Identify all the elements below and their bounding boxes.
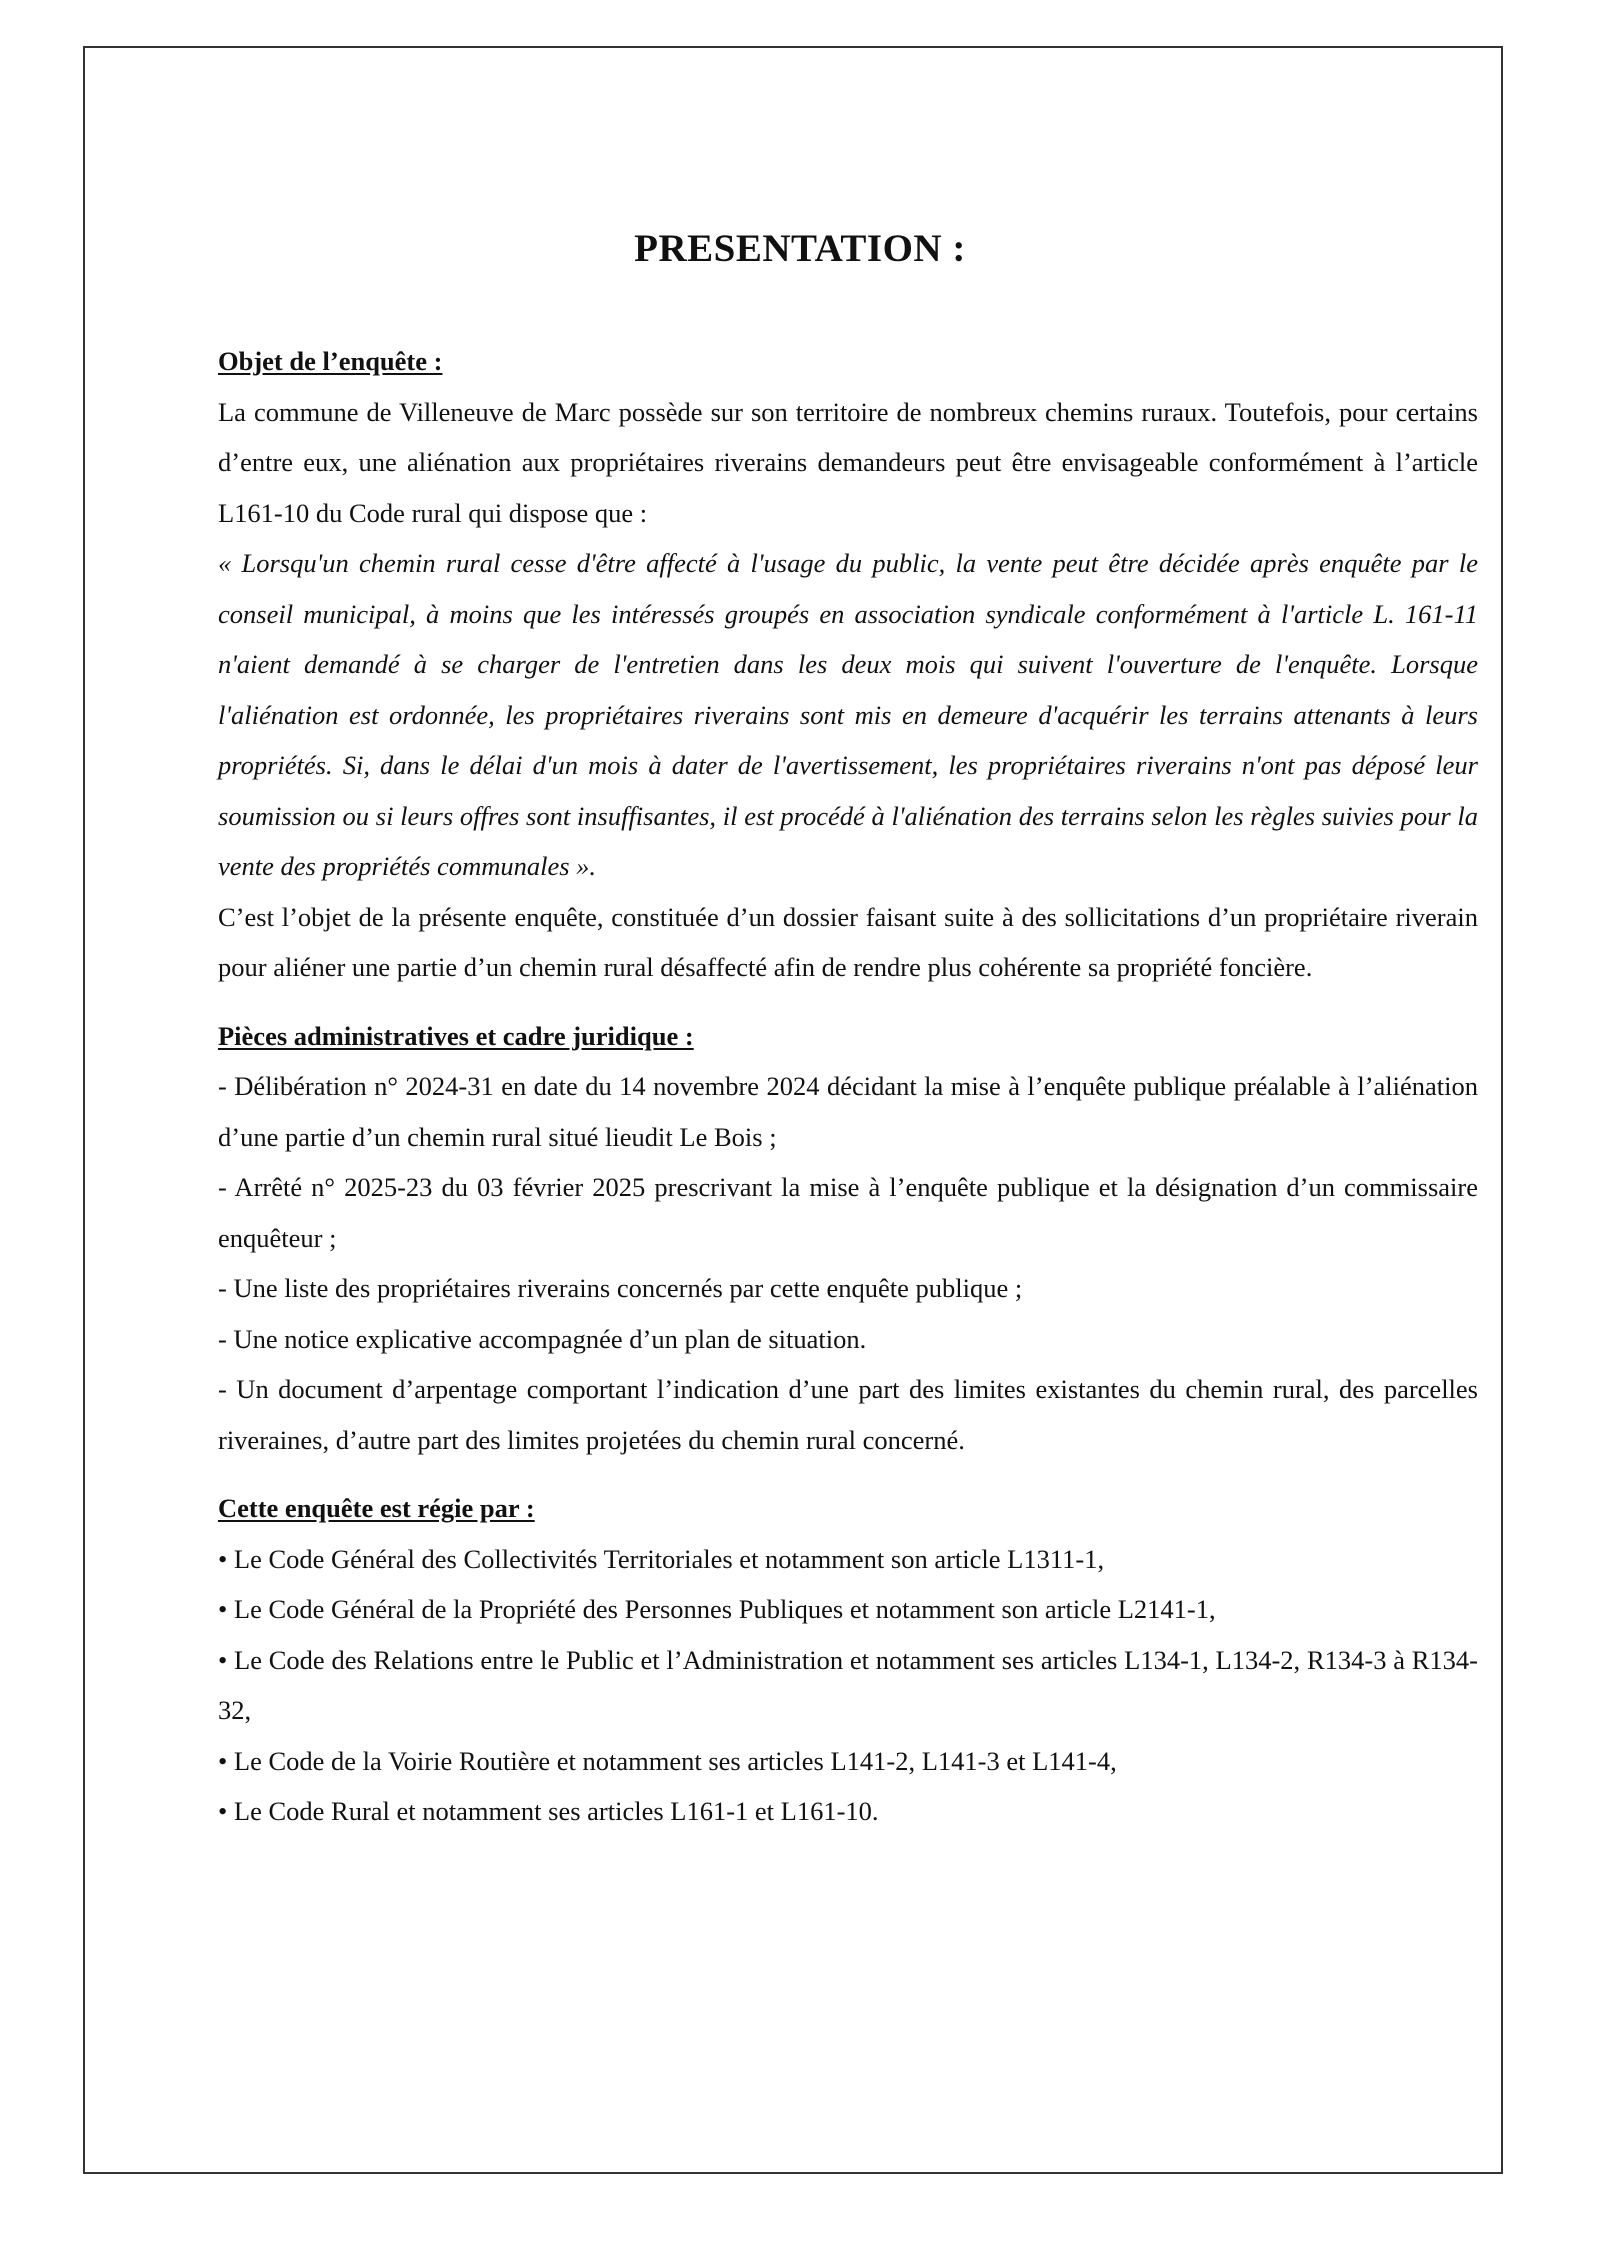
code-item: • Le Code Général des Collectivités Territoriales et notamment son article L1311-1,: [218, 1543, 1105, 1574]
section-heading-objet: Objet de l’enquête :: [218, 346, 443, 376]
pieces-item: - Une notice explicative accompagnée d’un plan de situation.: [218, 1323, 867, 1354]
section-heading-pieces: Pièces administratives et cadre juridique :: [218, 1020, 694, 1051]
intro-paragraph: La commune de Villeneuve de Marc possède sur son territoire de nombreux chemins ruraux. Toutefois, pour certains d’entre eux, une aliénation aux propriétaires riverains demandeurs peut être envisageable conformément à l’article L161-10 du Code rural qui dispose que :: [218, 396, 1478, 528]
document-body: [218, 336, 1478, 1837]
code-item: • Le Code Général de la Propriété des Personnes Publiques et notamment son article L2141-1,: [218, 1594, 1216, 1624]
code-item: • Le Code des Relations entre le Public et l’Administration et notamment ses articles L134-1, L134-2, R134-3 à R134-32,: [218, 1644, 1478, 1725]
conclusion-paragraph: C’est l’objet de la présente enquête, constituée d’un dossier faisant suite à des sollicitations d’un propriétaire riverain pour aliéner une partie d’un chemin rural désaffecté afin de rendre plus cohérente sa propriété foncière.: [218, 901, 1478, 982]
pieces-item: - Délibération n° 2024-31 en date du 14 novembre 2024 décidant la mise à l’enquête publique préalable à l’aliénation d’une partie d’un chemin rural situé lieudit Le Bois ;: [218, 1071, 1478, 1152]
pieces-item: - Une liste des propriétaires riverains concernés par cette enquête publique ;: [218, 1273, 1023, 1303]
pieces-item: - Un document d’arpentage comportant l’indication d’une part des limites existantes du chemin rural, des parcelles riveraines, d’autre part des limites projetées du chemin rural concerné.: [218, 1374, 1478, 1455]
pieces-item: - Arrêté n° 2025-23 du 03 février 2025 prescrivant la mise à l’enquête publique et la désignation d’un commissaire enquêteur ;: [218, 1172, 1478, 1253]
section-heading-regie: Cette enquête est régie par :: [218, 1493, 535, 1523]
legal-quote: « Lorsqu'un chemin rural cesse d'être affecté à l'usage du public, la vente peut être décidée après enquête par le conseil municipal, à moins que les intéressés groupés en association syndicale conformément à l'article L. 161-11 n'aient demandé à se charger de l'entretien dans les deux mois qui suivent l'ouverture de l'enquête. Lorsque l'aliénation est ordonnée, les propriétaires riverains sont mis en demeure d'acquérir les terrains attenants à leurs propriétés. Si, dans le délai d'un mois à dater de l'avertissement, les propriétaires riverains n'ont pas déposé leur soumission ou si leurs offres sont insuffisantes, il est procédé à l'aliénation des terrains selon les règles suivies pour la vente des propriétés communales ».: [218, 548, 1478, 881]
code-item: • Le Code de la Voirie Routière et notamment ses articles L141-2, L141-3 et L141-4,: [218, 1745, 1117, 1776]
code-item: • Le Code Rural et notamment ses articles L161-1 et L161-10.: [218, 1796, 879, 1826]
page-title: PRESENTATION :: [634, 227, 966, 270]
